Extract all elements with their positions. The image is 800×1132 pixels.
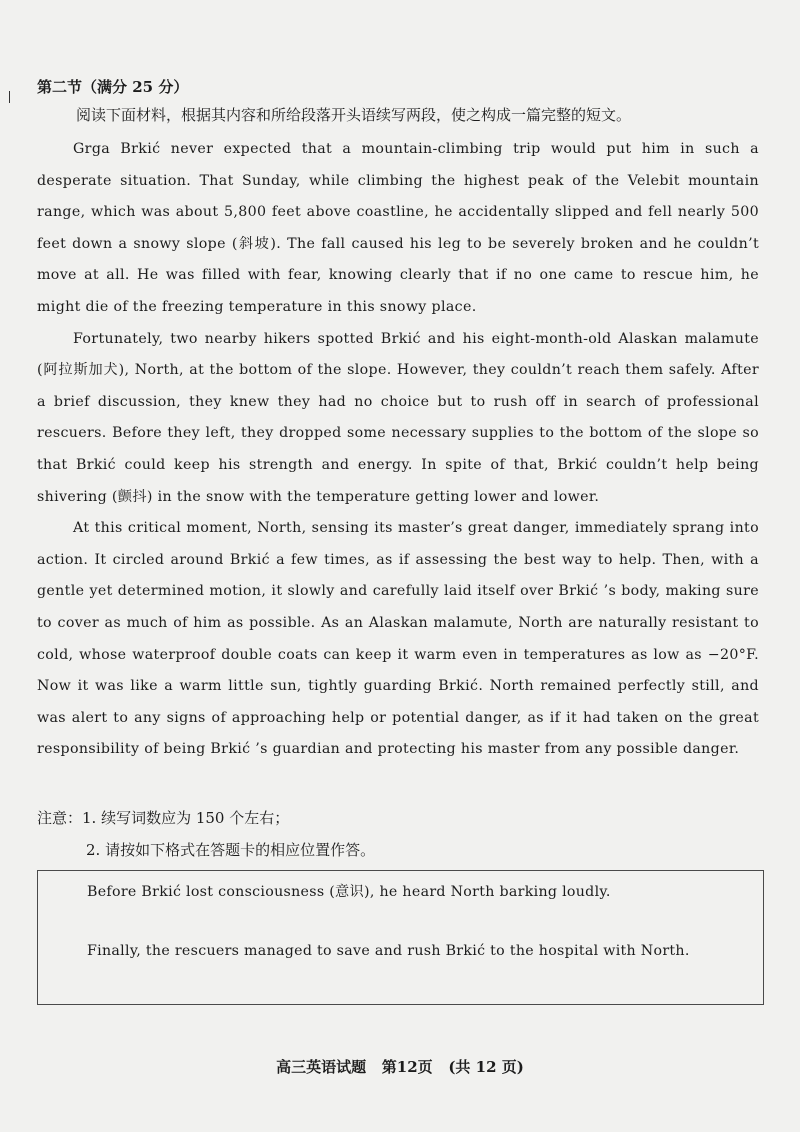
note-answer-format: 2. 请按如下格式在答题卡的相应位置作答。 — [86, 841, 376, 859]
page-footer: 高三英语试题 第12页 (共 12 页) — [276, 1058, 524, 1076]
answer-format-box — [37, 870, 764, 1005]
passage-paragraph-3: At this critical moment, North, sensing its master’s great danger, immediately sprang into action. It circled around Brkić a few times, as if assessing the best way to help. Then, with a gentle yet determined motion, it slowly and carefully laid itself over Brkić ’s body, making sure to cover as much of him as possible. As an Alaskan malamute, North are naturally resistant to cold, whose waterproof double coats can keep it warm even in temperatures as low as −20°F. Now it was like a warm little sun, tightly guarding Brkić. North remained perfectly still, and was alert to any signs of approaching help or potential danger, as if it had taken on the great responsibility of being Brkić ’s guardian and protecting his master from any possible danger. — [37, 520, 759, 758]
paragraph-opening-2: Finally, the rescuers managed to save and rush Brkić to the hospital with North. — [87, 943, 690, 959]
section-heading: 第二节（满分 25 分） — [37, 78, 189, 96]
note-word-count: 注意：1. 续写词数应为 150 个左右； — [37, 809, 290, 827]
margin-mark — [9, 91, 10, 103]
instruction-text: 阅读下面材料，根据其内容和所给段落开头语续写两段，使之构成一篇完整的短文。 — [76, 106, 632, 124]
notes — [37, 804, 375, 868]
passage-paragraph-1: Grga Brkić never expected that a mountain-climbing trip would put him in such a desperate situation. That Sunday, while climbing the highest peak of the Velebit mountain range, which was about 5,800 feet above coastline, he accidentally slipped and fell nearly 500 feet down a snowy slope (斜坡). The fall caused his leg to be severely broken and he couldn’t move at all. He was filled with fear, knowing clearly that if no one came to rescue him, he might die of the freezing temperature in this snowy place. — [37, 141, 759, 315]
paragraph-opening-1: Before Brkić lost consciousness (意识), he heard North barking loudly. — [87, 884, 611, 900]
reading-passage — [37, 134, 759, 766]
passage-paragraph-2: Fortunately, two nearby hikers spotted Brkić and his eight-month-old Alaskan malamute (阿拉斯加犬), North, at the bottom of the slope. However, they couldn’t reach them safely. After a brief discussion, they knew they had no choice but to rush off in search of professional rescuers. Before they left, they dropped some necessary supplies to the bottom of the slope so that Brkić could keep his strength and energy. In spite of that, Brkić couldn’t help being shivering (颤抖) in the snow with the temperature getting lower and lower. — [37, 330, 759, 505]
